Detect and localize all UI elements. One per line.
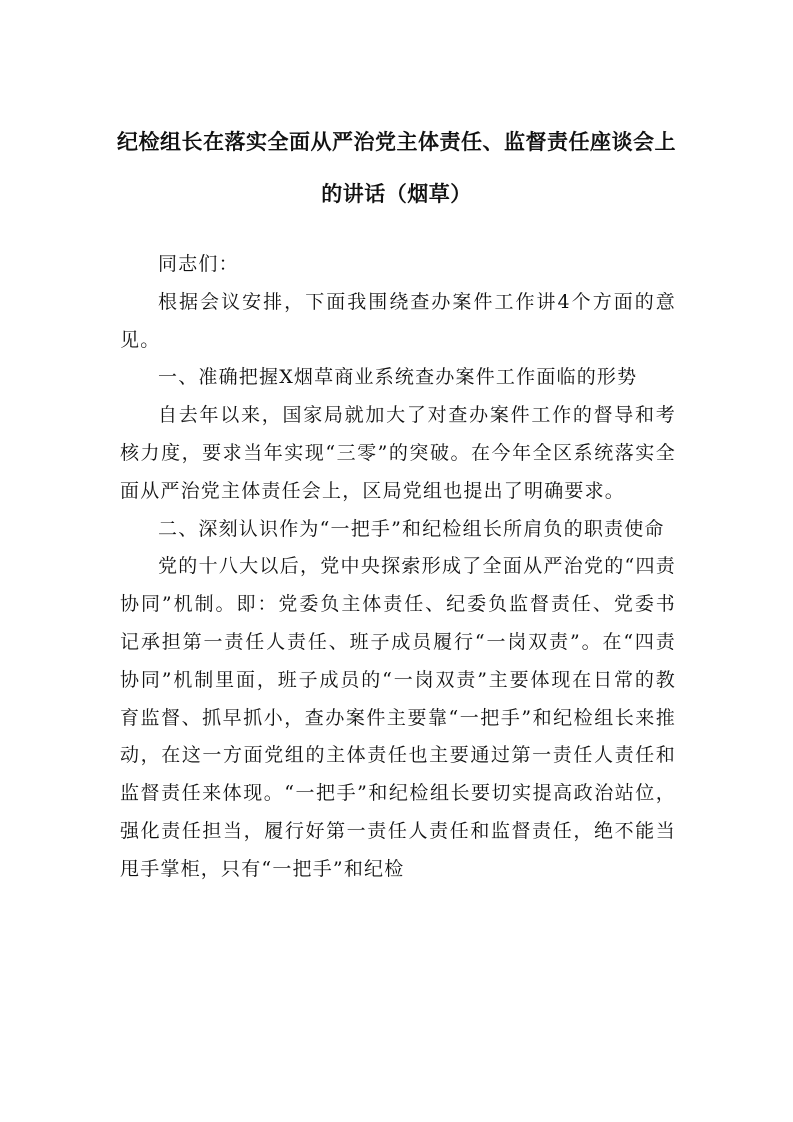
document-body <box>120 246 676 889</box>
section-heading-2: 二、深刻认识作为“一把手”和纪检组长所肩负的职责使命 <box>158 517 665 540</box>
body-paragraph: 党的十八大以后，党中央探索形成了全面从严治党的“四责协同”机制。即：党委负主体责任、纪委负监督责任、党委书记承担第一责任人责任、班子成员履行“一岗双责”。在“四责协同”机制里面，班子成员的“一岗双责”主要体现在日常的教育监督、抓早抓小，查办案件主要靠“一把手”和纪检组长来推动，在这一方面党组的主体责任也主要通过第一责任人责任和监督责任来体现。“一把手”和纪检组长要切实提高政治站位，强化责任担当，履行好第一责任人责任和监督责任，绝不能当甩手掌柜，只有“一把手”和纪检 <box>120 555 676 880</box>
body-paragraph: 自去年以来，国家局就加大了对查办案件工作的督导和考核力度，要求当年实现“三零”的突破。在今年全区系统落实全面从严治党主体责任会上，区局党组也提出了明确要求。 <box>120 404 676 502</box>
document-title-line2: 的讲话（烟草） <box>321 181 472 206</box>
section-heading-1: 一、准确把握X烟草商业系统查办案件工作面临的形势 <box>158 366 638 389</box>
intro-paragraph: 根据会议安排，下面我围绕查办案件工作讲4个方面的意见。 <box>120 290 676 351</box>
document-title-line1: 纪检组长在落实全面从严治党主体责任、监督责任座谈会上 <box>117 129 676 154</box>
salutation-paragraph: 同志们： <box>158 253 239 275</box>
